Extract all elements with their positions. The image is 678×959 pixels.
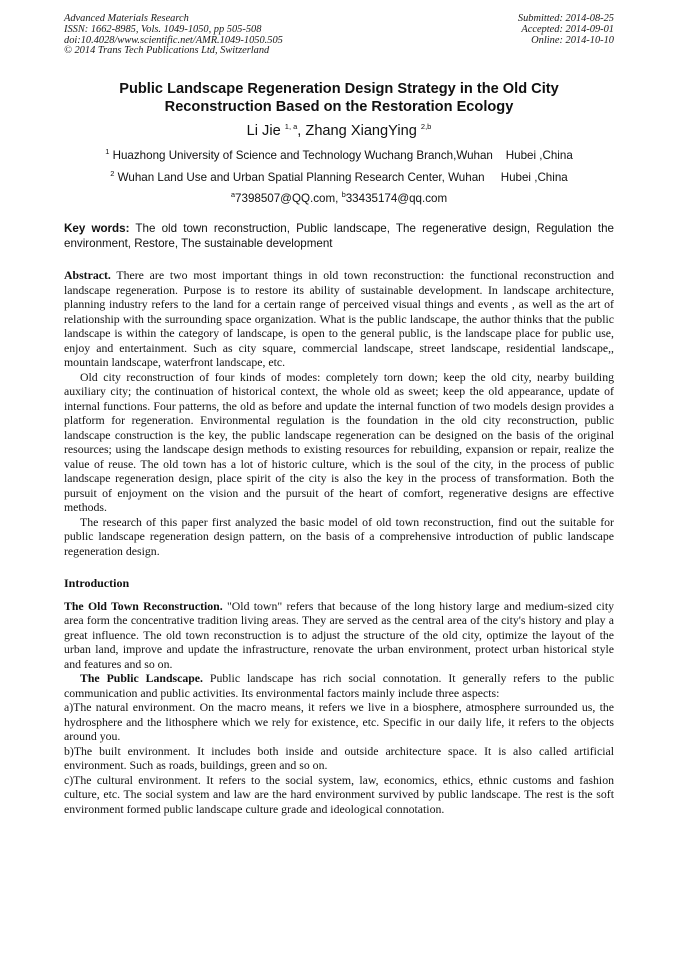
keywords-text: The old town reconstruction, Public landscape, The regenerative design, Regulation the environment, Restore, The sustainable development: [64, 222, 614, 250]
paper-body: [64, 268, 614, 816]
affiliation-2-text: Wuhan Land Use and Urban Spatial Planning Research Center, Wuhan Hubei ,China: [114, 171, 568, 184]
author-emails: [64, 192, 614, 206]
old-town-heading: The Old Town Reconstruction.: [64, 598, 223, 613]
author-separator: ,: [297, 123, 306, 139]
list-item-cultural: c)The cultural environment. It refers to the social system, law, economics, ethics, ethnic customs and fashion culture, etc. The social system and law are the hard environment survived by public landscape. The rest is the soft environment formed public landscape culture grade and ideological connotation.: [64, 772, 614, 816]
title-line-2: Reconstruction Based on the Restoration Ecology: [164, 99, 514, 115]
abstract-paragraph-3: The research of this paper first analyzed the basic model of old town reconstruction, find out the suitable for public landscape regeneration design pattern, on the basis of a comprehensive introduction of public landscape regeneration design.: [64, 514, 614, 558]
old-town-text: "Old town" refers that because of the long history large and medium-sized city area form the concentrative tradition living areas. They are served as the central area of the city's history and play a great influence. The old town reconstruction is to adjust the structure of the old city, optimize the layout of the urban land, improve and update the infrastructure, renovate the urban environment, protect urban historical style and features and so on.: [64, 598, 614, 671]
issn: ISSN: 1662-8985, Vols. 1049-1050, pp 505-508: [64, 23, 262, 35]
author-list: [64, 122, 614, 140]
affiliation-1-text: Huazhong University of Science and Technology Wuchang Branch,Wuhan Hubei ,China: [109, 149, 573, 162]
affiliation-1-num: 1: [105, 147, 110, 157]
public-landscape-text: Public landscape has rich social connotation. It generally refers to the public communication and public activities. Its environmental factors mainly include three aspects:: [64, 671, 614, 700]
doi: doi:10.4028/www.scientific.net/AMR.1049-1050.505: [64, 34, 283, 46]
journal-header-right: [518, 14, 614, 46]
title-line-1: Public Landscape Regeneration Design Strategy in the Old City: [119, 81, 559, 97]
abstract-text-1: There are two most important things in old town reconstruction: the functional reconstruction and landscape regeneration. Purpose is to restore its ability of sustainable development. In landscape architecture, planning industry refers to the land for a certain range of perceived visual things and events , as well as the art of relationship with the surrounding space organization. What is the public landscape, the author thinks that the public landscape is within the category of landscape, is open to the general public, is the landscape place for public use, enjoy and entertainment. Such as city square, commercial landscape, street landscape, residential landscape,, mountain landscape, waterfront landscape, etc.: [64, 268, 614, 369]
email-a: 7398507@QQ.com,: [235, 192, 342, 205]
author-2-sup: 2,b: [420, 122, 432, 132]
public-landscape-heading: The Public Landscape.: [80, 671, 203, 685]
author-1-sup: 1, a: [284, 122, 298, 132]
paper-title: [64, 80, 614, 116]
copyright: © 2014 Trans Tech Publications Ltd, Switzerland: [64, 45, 270, 57]
affiliation-2: [64, 171, 614, 185]
journal-name: Advanced Materials Research: [64, 13, 189, 24]
journal-header-left: [64, 14, 283, 57]
public-landscape-paragraph: [64, 671, 614, 700]
online-date: Online: 2014-10-10: [531, 34, 614, 46]
email-a-sup: a: [230, 190, 236, 200]
abstract-label: Abstract.: [64, 268, 111, 282]
list-item-natural: a)The natural environment. On the macro means, it refers we live in a biosphere, atmosphere surrounded us, the hydrosphere and the lithosphere which we rely for existence, etc. Specific in our daily life, it refers to the objects around you.: [64, 700, 614, 743]
introduction-heading: Introduction: [64, 576, 130, 590]
abstract-paragraph-1: [64, 268, 614, 370]
abstract-paragraph-2: Old city reconstruction of four kinds of modes: completely torn down; keep the old city, nearby building auxiliary city; the continuation of historical context, the whole old as sweet; keep the old appearance, update of internal functions. Four patterns, the old as before and update the internal function of two models design provides a platform for regeneration. Environmental regulation is the foundation in the old city reconstruction, public landscape construction is the key, the public landscape regeneration can be designed on the basis of the original resources; using the landscape design methods to existing resources for rebuilding, expansion or repair, realize the value of reuse. The old town has a lot of historic culture, which is the soul of the city, in the process of public landscape regeneration design, place spirit of the city is also the key in the process of transformation. Both the pursuit of enjoyment on the vision and the pursuit of the heart of comfort, regenerative designs are effective methods.: [64, 369, 614, 514]
list-item-built: b)The built environment. It includes both inside and outside architecture space. It is also called artificial environment. Such as roads, buildings, green and so on.: [64, 743, 614, 772]
email-b-sup: b: [341, 190, 346, 200]
affiliation-2-num: 2: [110, 169, 115, 179]
accepted-date: Accepted: 2014-09-01: [521, 23, 614, 35]
author-1: Li Jie: [246, 123, 281, 139]
submitted-date: Submitted: 2014-08-25: [517, 13, 614, 24]
keywords-label: Key words:: [64, 222, 130, 235]
author-2: Zhang XiangYing: [305, 123, 417, 139]
keywords: [64, 221, 614, 251]
affiliation-1: [64, 149, 614, 163]
old-town-paragraph: [64, 599, 614, 672]
email-b: 33435174@qq.com: [345, 192, 448, 205]
